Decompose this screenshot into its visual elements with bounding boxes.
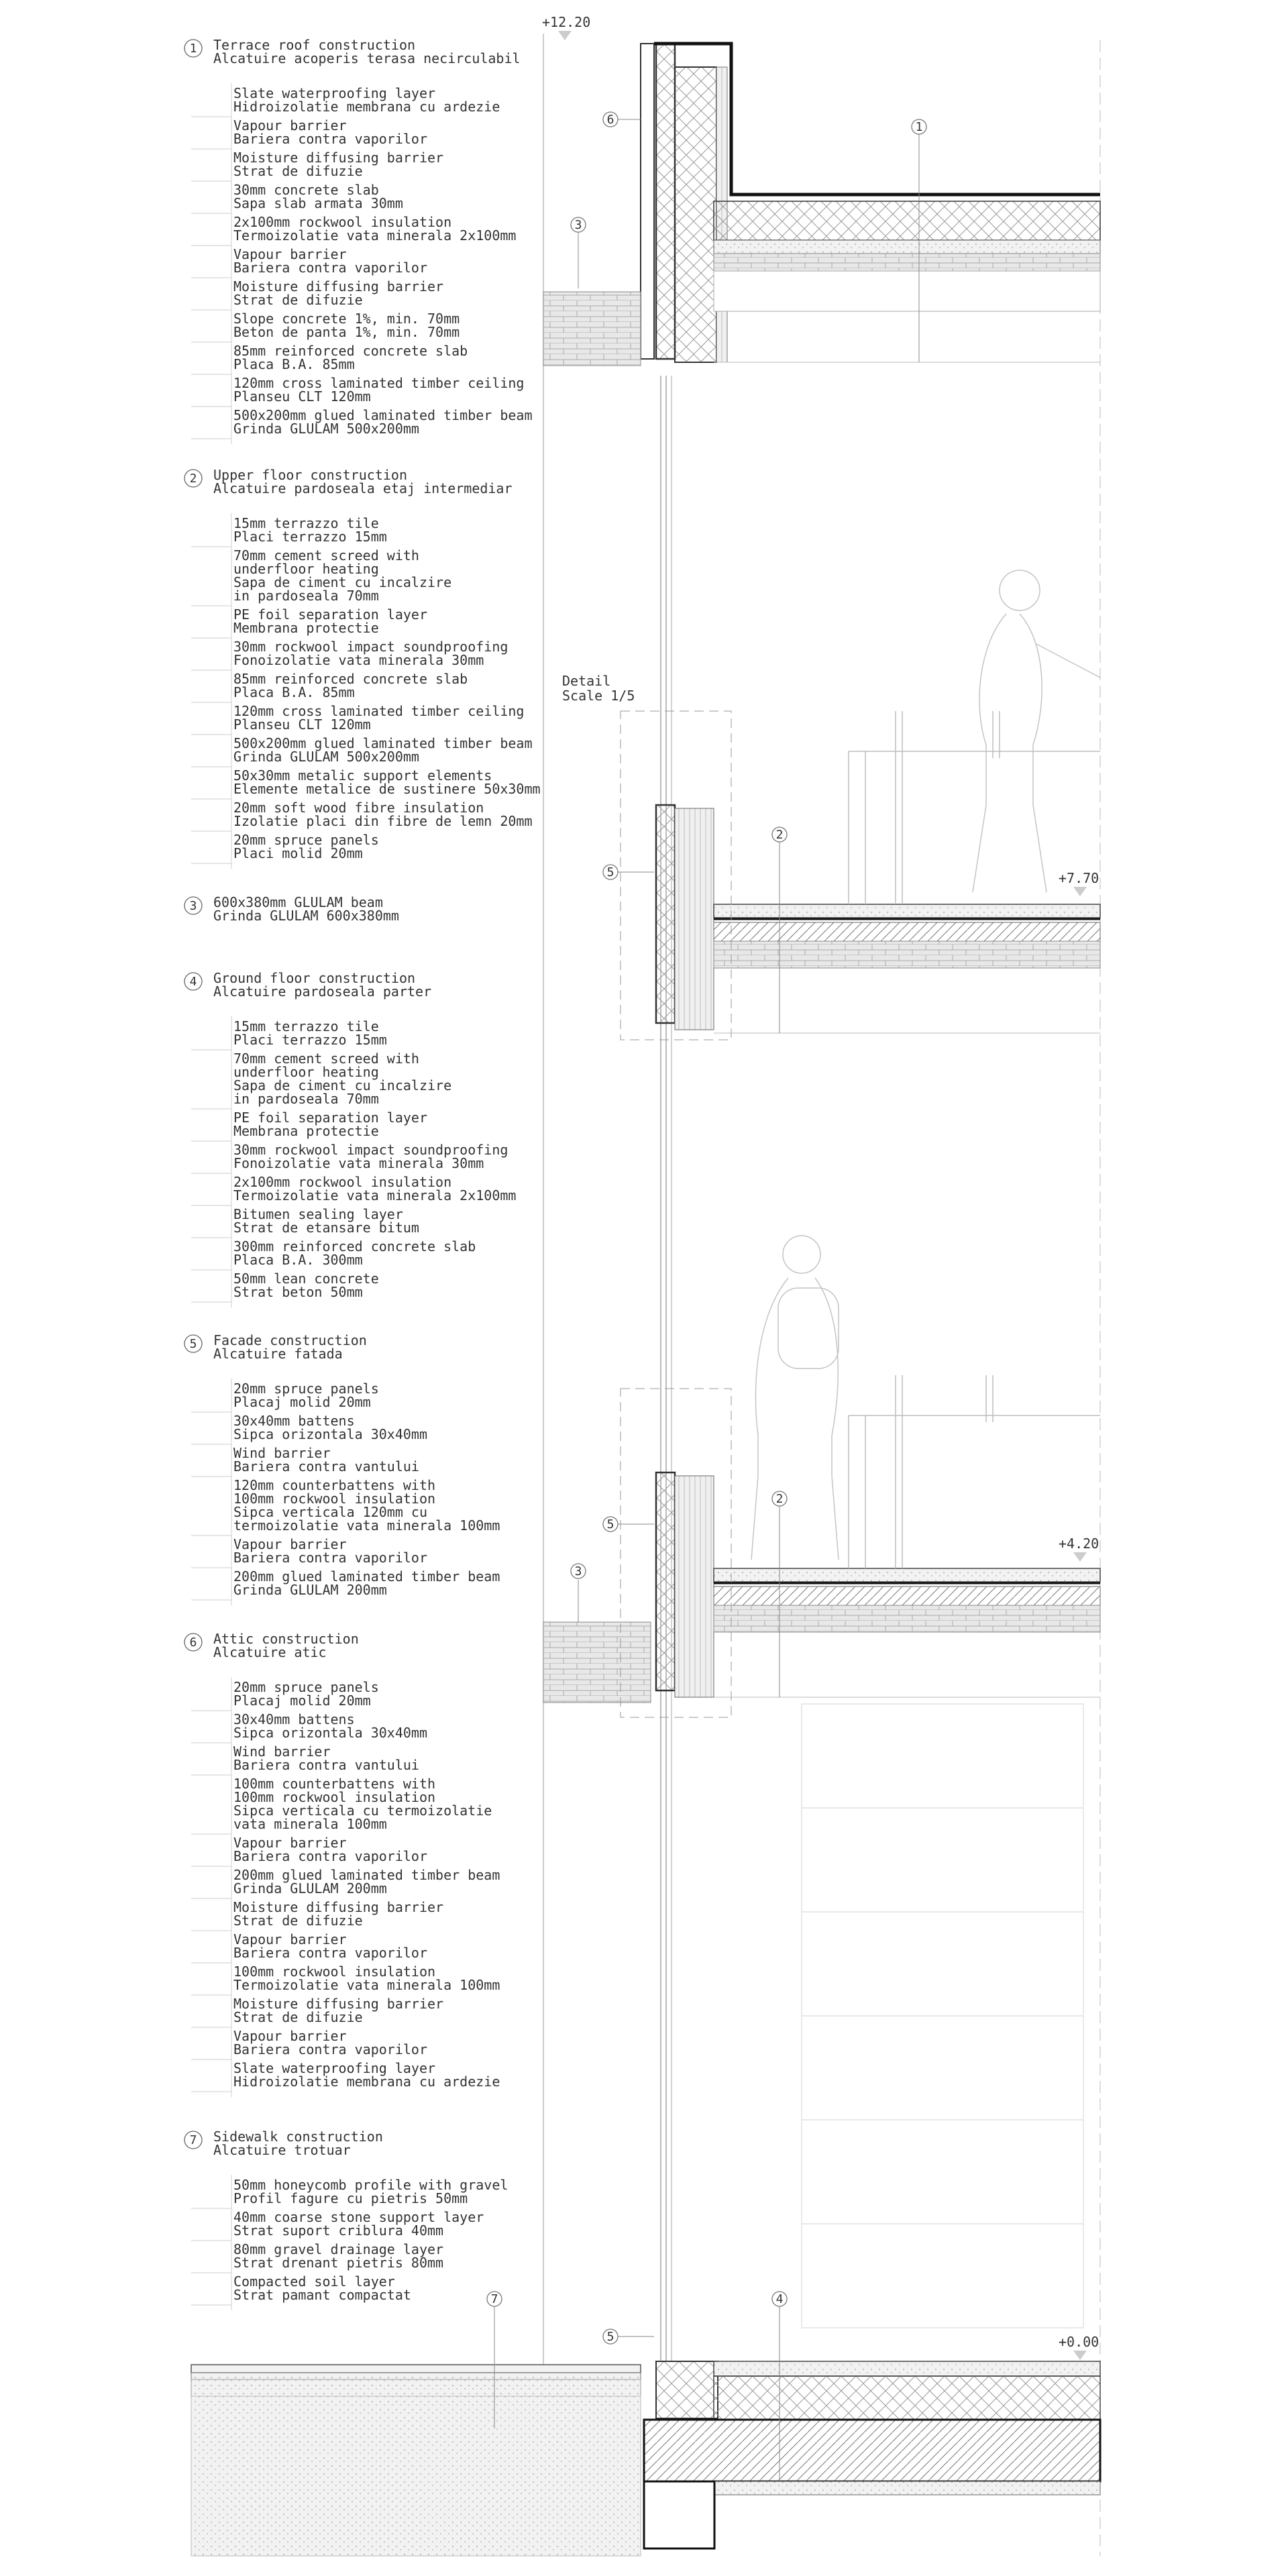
person-figure [751, 570, 1100, 1560]
svg-text:+12.20: +12.20 [542, 14, 591, 30]
legend-layer-text: 50mm lean concrete [233, 1271, 379, 1287]
legend-layer-text: Sipca verticala cu termoizolatie [233, 1803, 492, 1819]
legend-layer-text: 120mm cross laminated timber ceiling [233, 375, 525, 391]
legend-layer-text: termoizolatie vata minerala 100mm [233, 1517, 500, 1534]
legend-layer-text: Bariera contra vaporilor [233, 1550, 427, 1566]
legend-layer-text: Strat de difuzie [233, 1913, 363, 1929]
legend-layer-text: Strat de etansare bitum [233, 1220, 419, 1236]
legend-layer-text: Termoizolatie vata minerala 2x100mm [233, 227, 517, 244]
legend-layer-text: Wind barrier [233, 1743, 331, 1760]
legend-layer-text: Grinda GLULAM 200mm [233, 1880, 387, 1896]
legend-layer-text: Sapa de ciment cu incalzire [233, 574, 452, 590]
svg-text:2: 2 [775, 828, 784, 842]
legend-layer-text: vata minerala 100mm [233, 1816, 387, 1832]
level-marker-ground [1059, 2334, 1099, 2360]
legend-layer-text: Placa B.A. 85mm [233, 684, 355, 700]
legend-layer-text: Bariera contra vaporilor [233, 1945, 427, 1961]
legend-layer-text: 40mm coarse stone support layer [233, 2209, 484, 2225]
legend-layer-text: 80mm gravel drainage layer [233, 2241, 444, 2257]
legend-title-en: Facade construction [213, 1332, 367, 1348]
legend-title-en: 600x380mm GLULAM beam [213, 894, 383, 910]
detail-label: Detail [562, 673, 611, 689]
legend-layer-text: Vapour barrier [233, 2028, 347, 2044]
legend-layer-text: 70mm cement screed with [233, 1051, 419, 1067]
legend-layer-text: 30x40mm battens [233, 1413, 355, 1429]
legend-layer-text: Moisture diffusing barrier [233, 150, 444, 166]
legend-layer-text: 85mm reinforced concrete slab [233, 671, 468, 687]
legend-layer-text: Bariera contra vantului [233, 1458, 419, 1474]
legend-layer-text: 30mm rockwool impact soundproofing [233, 639, 508, 655]
upper-floor-slab [621, 711, 1100, 1040]
legend-layer-text: Vapour barrier [233, 117, 347, 133]
legend-layer-text: Membrana protectie [233, 1123, 379, 1139]
detail-scale: Scale 1/5 [562, 688, 635, 704]
legend-layer-text: 100mm rockwool insulation [233, 1491, 436, 1507]
legend-number: 4 [189, 975, 197, 989]
legend-layer-text: Beton de panta 1%, min. 70mm [233, 324, 460, 340]
legend-layer-text: Bariera contra vaporilor [233, 1848, 427, 1864]
legend-layer-text: 15mm terrazzo tile [233, 515, 379, 531]
legend-layer-text: in pardoseala 70mm [233, 588, 379, 604]
legend-layer-text: 2x100mm rockwool insulation [233, 214, 452, 230]
legend-title-en: Sidewalk construction [213, 2129, 383, 2145]
legend-layer-text: Vapour barrier [233, 1536, 347, 1552]
legend-title-ro: Alcatuire fatada [213, 1346, 343, 1362]
legend-layer-text: Moisture diffusing barrier [233, 1996, 444, 2012]
legend-layer-text: Slate waterproofing layer [233, 2060, 436, 2076]
legend-layer-text: in pardoseala 70mm [233, 1091, 379, 1107]
legend-layer-text: Moisture diffusing barrier [233, 1899, 444, 1915]
legend-layer-text: Strat drenant pietris 80mm [233, 2255, 444, 2271]
legend-layer-text: Slate waterproofing layer [233, 85, 436, 101]
legend-layer-text: 70mm cement screed with [233, 547, 419, 564]
bookshelf [802, 1704, 1083, 2328]
legend-layer-text: Sipca orizontala 30x40mm [233, 1725, 427, 1741]
legend-layer-text: Planseu CLT 120mm [233, 388, 371, 405]
legend-layer-text: 15mm terrazzo tile [233, 1018, 379, 1034]
legend-layer-text: PE foil separation layer [233, 1110, 427, 1126]
legend-layer-text: 100mm rockwool insulation [233, 1964, 436, 1980]
level-marker-second [1059, 870, 1099, 896]
legend-layer-text: Placi terrazzo 15mm [233, 1032, 387, 1048]
svg-text:6: 6 [606, 113, 614, 127]
svg-text:2: 2 [775, 1492, 784, 1506]
legend-layer-text: Sipca orizontala 30x40mm [233, 1426, 427, 1442]
legend-layer-text: Fonoizolatie vata minerala 30mm [233, 1155, 484, 1171]
svg-text:3: 3 [574, 1564, 582, 1578]
legend-layer-text: Strat beton 50mm [233, 1284, 363, 1300]
svg-text:3: 3 [574, 218, 582, 232]
legend-layer-text: Placi molid 20mm [233, 845, 363, 861]
first-floor-slab [543, 1389, 1100, 1717]
level-marker-first [1059, 1536, 1099, 1562]
furniture [849, 711, 1100, 1568]
legend-layer-text: Bariera contra vaporilor [233, 260, 427, 276]
legend-layer-text: 50x30mm metalic support elements [233, 767, 492, 784]
legend-layer-text: 85mm reinforced concrete slab [233, 343, 468, 359]
legend-title-ro: Alcatuire trotuar [213, 2142, 351, 2158]
legend-layer-text: Sapa de ciment cu incalzire [233, 1077, 452, 1093]
legend-layer-text: Sapa slab armata 30mm [233, 195, 403, 211]
legend-layer-text: 20mm spruce panels [233, 1679, 379, 1695]
ground-foundation [191, 2361, 1100, 2556]
legend-layer-text: Fonoizolatie vata minerala 30mm [233, 652, 484, 668]
legend-layer-text: Grinda GLULAM 500x200mm [233, 421, 419, 437]
legend-title-ro: Grinda GLULAM 600x380mm [213, 908, 399, 924]
legend-layer-text: Termoizolatie vata minerala 2x100mm [233, 1187, 517, 1203]
legend-layer-text: Bariera contra vaporilor [233, 131, 427, 147]
legend-layer-text: Bariera contra vaporilor [233, 2041, 427, 2057]
legend-layer-text: Strat suport criblura 40mm [233, 2222, 444, 2239]
svg-text:5: 5 [606, 865, 614, 879]
legend-layer-text: Termoizolatie vata minerala 100mm [233, 1977, 500, 1993]
legend-layer-text: Placa B.A. 300mm [233, 1252, 363, 1268]
legend-layer-text: Hidroizolatie membrana cu ardezie [233, 2074, 500, 2090]
svg-text:4: 4 [775, 2292, 784, 2306]
legend-layer-text: Bitumen sealing layer [233, 1206, 403, 1222]
svg-text:+4.20: +4.20 [1059, 1536, 1099, 1552]
svg-text:+0.00: +0.00 [1059, 2334, 1099, 2350]
legend-layer-text: Strat de difuzie [233, 292, 363, 308]
level-marker-top [542, 14, 590, 40]
legend-title-en: Terrace roof construction [213, 37, 416, 53]
legend-layer-text: 20mm soft wood fibre insulation [233, 800, 484, 816]
legend-layer-text: Hidroizolatie membrana cu ardezie [233, 99, 500, 115]
legend-layer-text: Planseu CLT 120mm [233, 716, 371, 733]
legend-title-en: Attic construction [213, 1631, 359, 1647]
legend-title-ro: Alcatuire pardoseala parter [213, 983, 432, 1000]
legend-layer-text: Placi terrazzo 15mm [233, 529, 387, 545]
legend-layer-text: Vapour barrier [233, 1931, 347, 1947]
legend-layer-text: 300mm reinforced concrete slab [233, 1238, 476, 1254]
legend-number: 3 [189, 899, 197, 913]
svg-text:5: 5 [606, 2330, 614, 2344]
legend-layer-text: Placaj molid 20mm [233, 1693, 371, 1709]
legend-title-ro: Alcatuire acoperis terasa necirculabil [213, 50, 521, 66]
legend-layer-text: Elemente metalice de sustinere 50x30mm [233, 781, 541, 797]
legend-layer-text: Profil fagure cu pietris 50mm [233, 2190, 468, 2206]
legend-layer-text: Placa B.A. 85mm [233, 356, 355, 372]
legend-layer-text: Placaj molid 20mm [233, 1394, 371, 1410]
legend-layer-text: 100mm rockwool insulation [233, 1789, 436, 1805]
legend-title-ro: Alcatuire atic [213, 1644, 327, 1660]
legend-layer-text: 100mm counterbattens with [233, 1776, 436, 1792]
legend-title-en: Ground floor construction [213, 970, 416, 986]
legend-number: 1 [189, 42, 197, 56]
legend-layer-text: Grinda GLULAM 200mm [233, 1582, 387, 1598]
legend-layer-text: Izolatie placi din fibre de lemn 20mm [233, 813, 533, 829]
legend-layer-text: Grinda GLULAM 500x200mm [233, 749, 419, 765]
roof-attic [543, 44, 1100, 366]
legend [184, 37, 541, 2310]
legend-layer-text: 30mm concrete slab [233, 182, 379, 198]
legend-layer-text: underfloor heating [233, 561, 379, 577]
legend-layer-text: Bariera contra vantului [233, 1757, 419, 1773]
legend-layer-text: Strat pamant compactat [233, 2287, 411, 2303]
legend-title-ro: Alcatuire pardoseala etaj intermediar [213, 480, 513, 496]
legend-layer-text: 30mm rockwool impact soundproofing [233, 1142, 508, 1158]
svg-text:7: 7 [490, 2292, 498, 2306]
legend-layer-text: PE foil separation layer [233, 606, 427, 623]
legend-layer-text: 120mm cross laminated timber ceiling [233, 703, 525, 719]
legend-number: 6 [189, 1635, 197, 1650]
legend-layer-text: Wind barrier [233, 1445, 331, 1461]
legend-layer-text: 2x100mm rockwool insulation [233, 1174, 452, 1190]
legend-layer-text: 20mm spruce panels [233, 832, 379, 848]
legend-layer-text: Vapour barrier [233, 246, 347, 262]
legend-layer-text: Strat de difuzie [233, 2009, 363, 2025]
legend-layer-text: Membrana protectie [233, 620, 379, 636]
legend-layer-text: Moisture diffusing barrier [233, 278, 444, 294]
legend-layer-text: 200mm glued laminated timber beam [233, 1867, 500, 1883]
legend-layer-text: Sipca verticala 120mm cu [233, 1504, 427, 1520]
svg-text:+7.70: +7.70 [1059, 870, 1099, 886]
legend-layer-text: Compacted soil layer [233, 2273, 395, 2290]
svg-text:5: 5 [606, 1517, 614, 1532]
legend-layer-text: 200mm glued laminated timber beam [233, 1568, 500, 1585]
legend-title-en: Upper floor construction [213, 467, 407, 483]
legend-number: 7 [189, 2133, 197, 2147]
svg-text:1: 1 [915, 120, 923, 134]
legend-number: 2 [189, 472, 197, 486]
legend-layer-text: Vapour barrier [233, 1835, 347, 1851]
legend-layer-text: 120mm counterbattens with [233, 1477, 436, 1493]
legend-number: 5 [189, 1337, 197, 1351]
legend-layer-text: 30x40mm battens [233, 1711, 355, 1727]
legend-layer-text: Strat de difuzie [233, 163, 363, 179]
legend-layer-text: 500x200mm glued laminated timber beam [233, 407, 533, 423]
legend-layer-text: 500x200mm glued laminated timber beam [233, 735, 533, 751]
legend-layer-text: 20mm spruce panels [233, 1381, 379, 1397]
legend-layer-text: Slope concrete 1%, min. 70mm [233, 311, 460, 327]
legend-layer-text: 50mm honeycomb profile with gravel [233, 2177, 508, 2193]
legend-layer-text: underfloor heating [233, 1064, 379, 1080]
drawing-tags [487, 112, 926, 2344]
